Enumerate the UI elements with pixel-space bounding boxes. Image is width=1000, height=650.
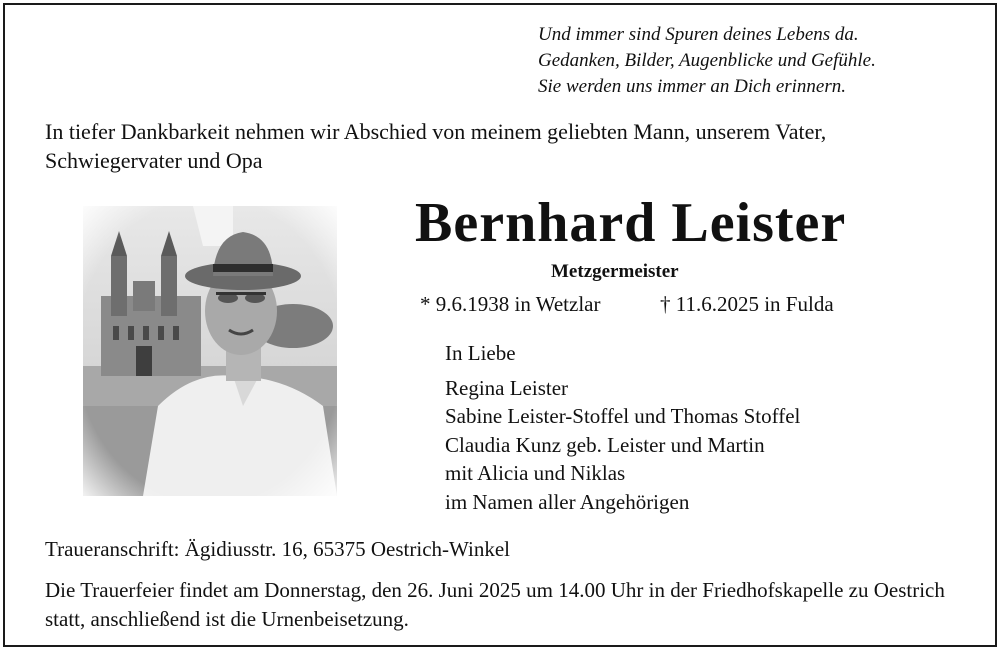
mourner-name: im Namen aller Angehörigen xyxy=(445,489,690,514)
poem-line: Sie werden uns immer an Dich erinnern. xyxy=(538,76,846,97)
intro-text: In tiefer Dankbarkeit nehmen wir Abschied von meinem geliebten Mann, unserem Vater, Schwiegervater und Opa xyxy=(45,119,827,173)
poem-line: Gedanken, Bilder, Augenblicke und Gefühle. xyxy=(538,50,876,71)
death-date: † 11.6.2025 in Fulda xyxy=(660,292,834,316)
memorial-poem xyxy=(538,22,876,100)
portrait-photo xyxy=(83,206,337,496)
mourning-address: Traueranschrift: Ägidiusstr. 16, 65375 Oestrich-Winkel xyxy=(45,537,510,561)
mourner-name: Regina Leister xyxy=(445,375,569,400)
deceased-name: Bernhard Leister xyxy=(415,192,847,254)
mourner-name: Sabine Leister-Stoffel und Thomas Stoffel xyxy=(445,404,801,428)
deceased-profession: Metzgermeister xyxy=(551,261,679,282)
mourners-lead: In Liebe xyxy=(445,341,516,365)
mourner-name: mit Alicia und Niklas xyxy=(445,461,626,485)
mourners-list xyxy=(445,339,800,516)
birth-date: * 9.6.1938 in Wetzlar xyxy=(420,292,601,316)
poem-line: Und immer sind Spuren deines Lebens da. xyxy=(538,24,859,45)
ceremony-info: Die Trauerfeier findet am Donnerstag, den 26. Juni 2025 um 14.00 Uhr in der Friedhofskapelle zu Oestrich statt, anschließend ist die Urnenbeisetzung. xyxy=(45,578,945,631)
mourner-name: Claudia Kunz geb. Leister und Martin xyxy=(445,432,765,457)
